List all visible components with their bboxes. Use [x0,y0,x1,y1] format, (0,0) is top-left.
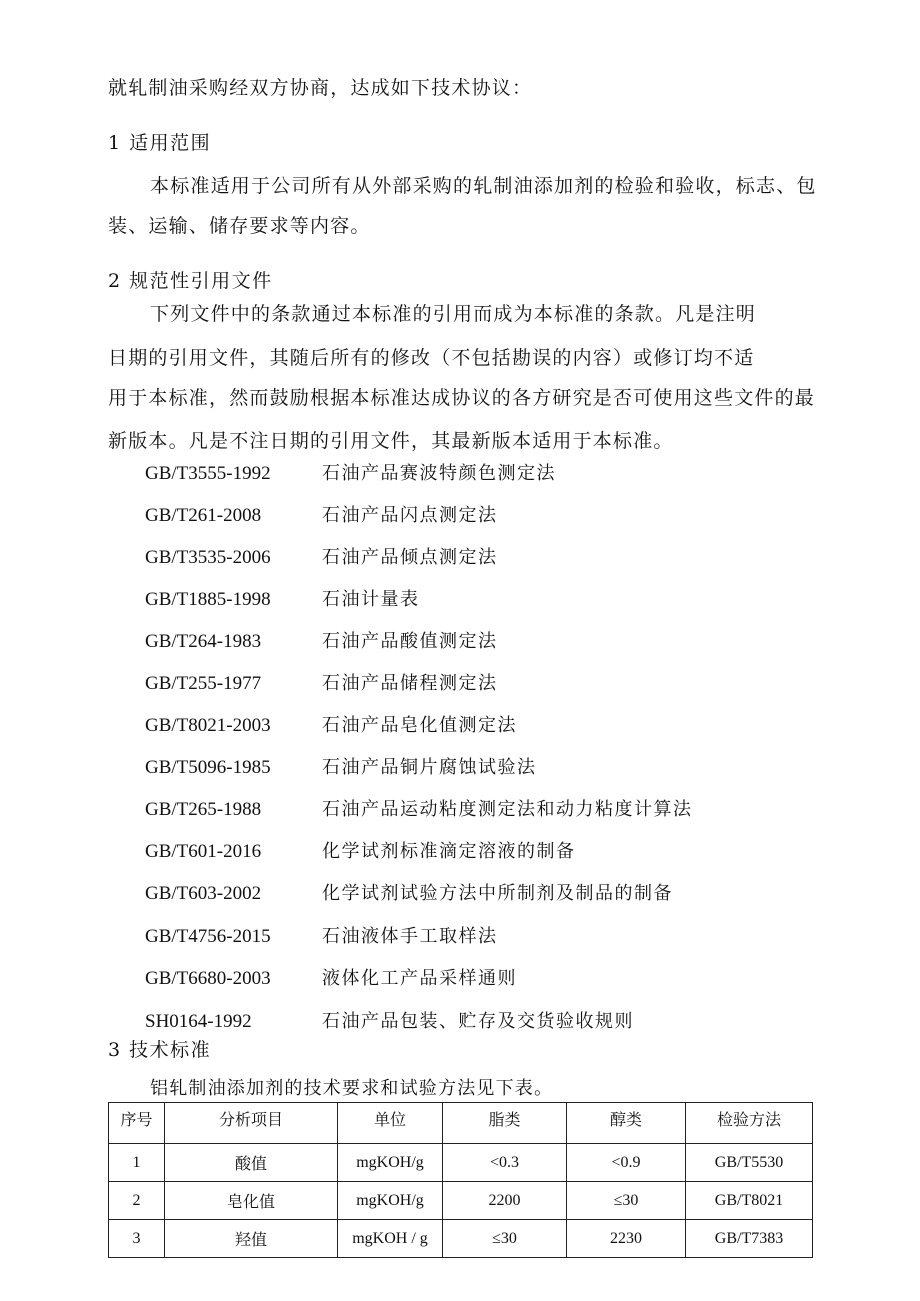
section-2-paragraph-line-4: 新版本。凡是不注日期的引用文件，其最新版本适用于本标准。 [108,430,674,452]
reference-title: 石油产品储程测定法 [322,673,498,694]
reference-code: GB/T5096-1985 [145,757,271,778]
reference-code: GB/T255-1977 [145,673,262,694]
table-row [109,1182,813,1220]
column-header: 脂类 [443,1103,567,1144]
table-cell: 1 [109,1144,165,1182]
reference-code: GB/T603-2002 [145,883,262,904]
table-cell: mgKOH/g [338,1182,443,1220]
section-1-paragraph-line-2: 装、运输、储存要求等内容。 [108,215,371,237]
reference-code: GB/T265-1988 [145,799,262,820]
reference-title: 石油产品铜片腐蚀试验法 [322,757,537,778]
reference-title: 石油计量表 [322,589,420,610]
table-cell: ≤30 [443,1220,567,1258]
reference-code: GB/T3535-2006 [145,547,271,568]
reference-code: SH0164-1992 [145,1011,252,1032]
table-cell: GB/T5530 [686,1144,813,1182]
table-cell: GB/T8021 [686,1182,813,1220]
reference-title: 石油产品皂化值测定法 [322,715,517,736]
reference-code: GB/T3555-1992 [145,463,271,484]
reference-code: GB/T1885-1998 [145,589,271,610]
reference-title: 石油产品倾点测定法 [322,547,498,568]
table-cell: 2 [109,1182,165,1220]
table-cell: mgKOH / g [338,1220,443,1258]
reference-code: GB/T6680-2003 [145,968,271,989]
reference-title: 化学试剂标准滴定溶液的制备 [322,841,576,862]
reference-title: 石油产品赛波特颜色测定法 [322,463,556,484]
technical-spec-table [108,1102,813,1258]
reference-code: GB/T261-2008 [145,505,262,526]
table-cell: 2230 [567,1220,686,1258]
table-row [109,1144,813,1182]
column-header: 分析项目 [165,1103,338,1144]
section-1-paragraph-line-1: 本标准适用于公司所有从外部采购的轧制油添加剂的检验和验收，标志、包 [150,175,817,197]
table-cell: 皂化值 [165,1182,338,1220]
reference-title: 石油产品包装、贮存及交货验收规则 [322,1011,634,1032]
reference-code: GB/T601-2016 [145,841,262,862]
table-cell: 酸值 [165,1144,338,1182]
column-header: 检验方法 [686,1103,813,1144]
section-3-heading: 3 技术标准 [108,1039,212,1061]
section-1-heading: 1 适用范围 [108,132,212,154]
table-cell: 羟值 [165,1220,338,1258]
section-2-paragraph-line-3: 用于本标准，然而鼓励根据本标准达成协议的各方研究是否可使用这些文件的最 [108,387,816,409]
reference-code: GB/T264-1983 [145,631,262,652]
section-2-paragraph-line-2: 日期的引用文件，其随后所有的修改（不包括勘误的内容）或修订均不适 [108,347,755,369]
table-cell: 2200 [443,1182,567,1220]
table-cell: <0.9 [567,1144,686,1182]
column-header: 单位 [338,1103,443,1144]
reference-title: 石油产品运动粘度测定法和动力粘度计算法 [322,799,693,820]
reference-title: 石油液体手工取样法 [322,926,498,947]
intro-text: 就轧制油采购经双方协商，达成如下技术协议： [108,77,533,99]
reference-code: GB/T8021-2003 [145,715,271,736]
table-cell: GB/T7383 [686,1220,813,1258]
table-cell: 3 [109,1220,165,1258]
table-cell: ≤30 [567,1182,686,1220]
reference-title: 石油产品酸值测定法 [322,631,498,652]
section-2-paragraph-line-1: 下列文件中的条款通过本标准的引用而成为本标准的条款。凡是注明 [150,303,757,325]
table-cell: mgKOH/g [338,1144,443,1182]
reference-title: 化学试剂试验方法中所制剂及制品的制备 [322,883,673,904]
column-header: 序号 [109,1103,165,1144]
reference-title: 液体化工产品采样通则 [322,968,517,989]
table-cell: <0.3 [443,1144,567,1182]
section-2-heading: 2 规范性引用文件 [108,270,273,292]
table-row [109,1220,813,1258]
table-caption: 铝轧制油添加剂的技术要求和试验方法见下表。 [150,1078,554,1099]
reference-code: GB/T4756-2015 [145,926,271,947]
table-header-row [109,1103,813,1144]
column-header: 醇类 [567,1103,686,1144]
reference-title: 石油产品闪点测定法 [322,505,498,526]
